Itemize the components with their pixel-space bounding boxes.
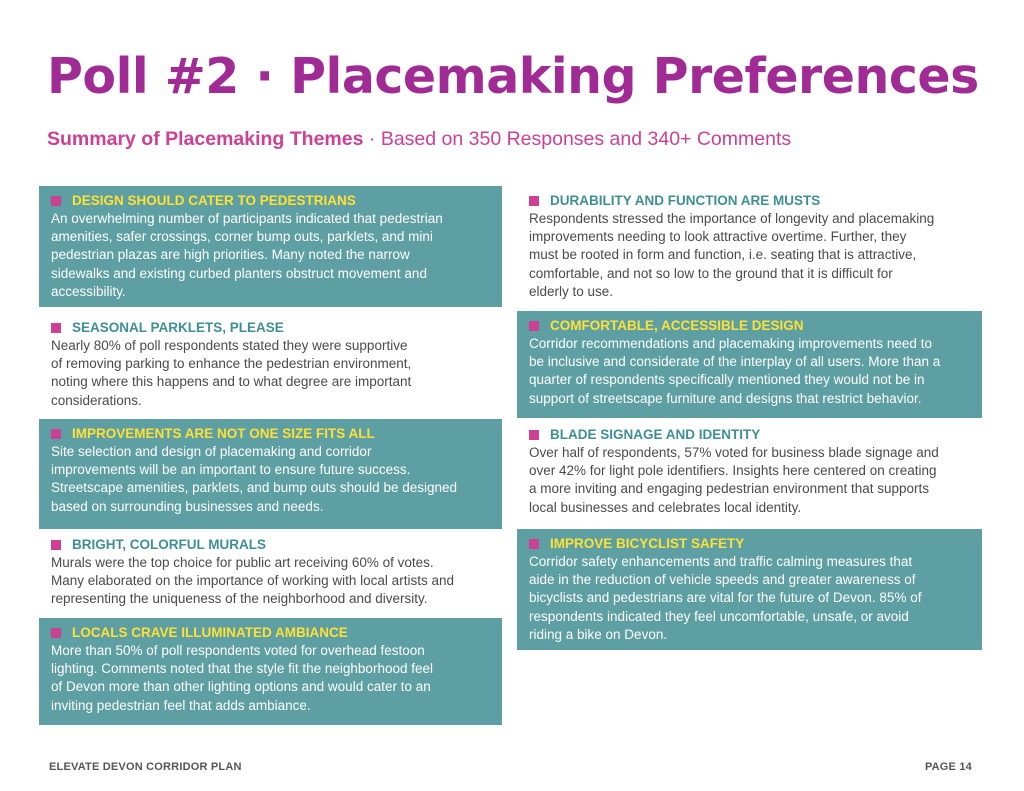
bullet-square-icon (529, 430, 539, 440)
bullet-square-icon (529, 196, 539, 206)
bullet-square-icon (529, 321, 539, 331)
theme-card-signage (517, 420, 982, 524)
theme-body: Corridor safety enhancements and traffic calming measures that aide in the reduction of vehicle speeds and greater awareness of bicyclists and pedestrians are vital for the future of Devon. 85% of respondents indicated they feel uncomfortable, unsafe, or avoid riding a bike on Devon. (529, 554, 922, 642)
theme-card-durability (517, 186, 982, 306)
theme-heading-text: SEASONAL PARKLETS, PLEASE (72, 320, 284, 335)
theme-heading-text: COMFORTABLE, ACCESSIBLE DESIGN (550, 318, 804, 333)
theme-card-accessible (517, 311, 982, 418)
theme-body: Site selection and design of placemaking and corridor improvements will be an important to ensure future success. Streetscape amenities, parklets, and bump outs should be designed based on surrounding businesses and needs. (51, 444, 458, 514)
theme-heading-text: DURABILITY AND FUNCTION ARE MUSTS (550, 193, 821, 208)
bullet-square-icon (529, 539, 539, 549)
theme-card-parklets (39, 313, 502, 413)
bullet-square-icon (51, 429, 61, 439)
theme-heading-text: LOCALS CRAVE ILLUMINATED AMBIANCE (72, 625, 348, 640)
theme-heading-text: BRIGHT, COLORFUL MURALS (72, 537, 266, 552)
theme-body: Over half of respondents, 57% voted for business blade signage and over 42% for light pole identifiers. Insights here centered on creating a more inviting and engaging pedestrian environment that supports local businesses and celebrates local identity. (529, 445, 939, 515)
theme-heading-text: DESIGN SHOULD CATER TO PEDESTRIANS (72, 193, 356, 208)
theme-heading (51, 536, 494, 554)
theme-body: More than 50% of poll respondents voted for overhead festoon lighting. Comments noted that the style fit the neighborhood feel of Devon more than other lighting options and would cater to an inviting pedestrian feel that adds ambiance. (51, 643, 433, 713)
theme-card-pedestrians (39, 186, 502, 307)
subtitle-separator: · (368, 128, 376, 150)
theme-heading (51, 425, 494, 443)
theme-heading (529, 192, 974, 210)
subtitle-main: Summary of Placemaking Themes (47, 128, 364, 150)
footer-document-title: ELEVATE DEVON CORRIDOR PLAN (49, 761, 242, 773)
subtitle-detail: Based on 350 Responses and 340+ Comments (380, 128, 792, 150)
bullet-square-icon (51, 196, 61, 206)
theme-card-one-size (39, 419, 502, 529)
theme-heading (529, 535, 974, 553)
theme-body: Corridor recommendations and placemaking improvements need to be inclusive and considerate of the interplay of all users. More than a quarter of respondents specifically mentioned they would not be in support of streetscape furniture and designs that restrict behavior. (529, 336, 941, 406)
theme-heading (51, 319, 494, 337)
theme-body: Murals were the top choice for public art receiving 60% of votes. Many elaborated on the importance of working with local artists and representing the uniqueness of the neighborhood and diversity. (51, 555, 454, 607)
theme-heading (529, 317, 974, 335)
theme-body: An overwhelming number of participants indicated that pedestrian amenities, safer crossings, corner bump outs, parklets, and mini pedestrian plazas are high priorities. Many noted the narrow sidewalks and existing curbed planters obstruct movement and accessibility. (51, 211, 443, 299)
page-subtitle (47, 126, 791, 152)
bullet-square-icon (51, 323, 61, 333)
theme-heading (529, 426, 974, 444)
theme-heading (51, 192, 494, 210)
page-title: Poll #2 · Placemaking Preferences (47, 48, 979, 105)
theme-heading-text: IMPROVE BICYCLIST SAFETY (550, 536, 745, 551)
theme-card-murals (39, 530, 502, 614)
theme-heading (51, 624, 494, 642)
bullet-square-icon (51, 540, 61, 550)
theme-heading-text: BLADE SIGNAGE AND IDENTITY (550, 427, 761, 442)
theme-heading-text: IMPROVEMENTS ARE NOT ONE SIZE FITS ALL (72, 426, 375, 441)
footer-page-number: PAGE 14 (924, 761, 972, 773)
theme-card-bicyclist (517, 529, 982, 650)
theme-body: Nearly 80% of poll respondents stated they were supportive of removing parking to enhance the pedestrian environment, noting where this happens and to what degree are important considerations. (51, 338, 412, 408)
theme-card-ambiance (39, 618, 502, 725)
bullet-square-icon (51, 628, 61, 638)
theme-body: Respondents stressed the importance of longevity and placemaking improvements needing to look attractive overtime. Further, they must be rooted in form and function, i.e. seating that is attractive, comfortable, and not so low to the ground that it is difficult for elderly to use. (529, 211, 935, 299)
